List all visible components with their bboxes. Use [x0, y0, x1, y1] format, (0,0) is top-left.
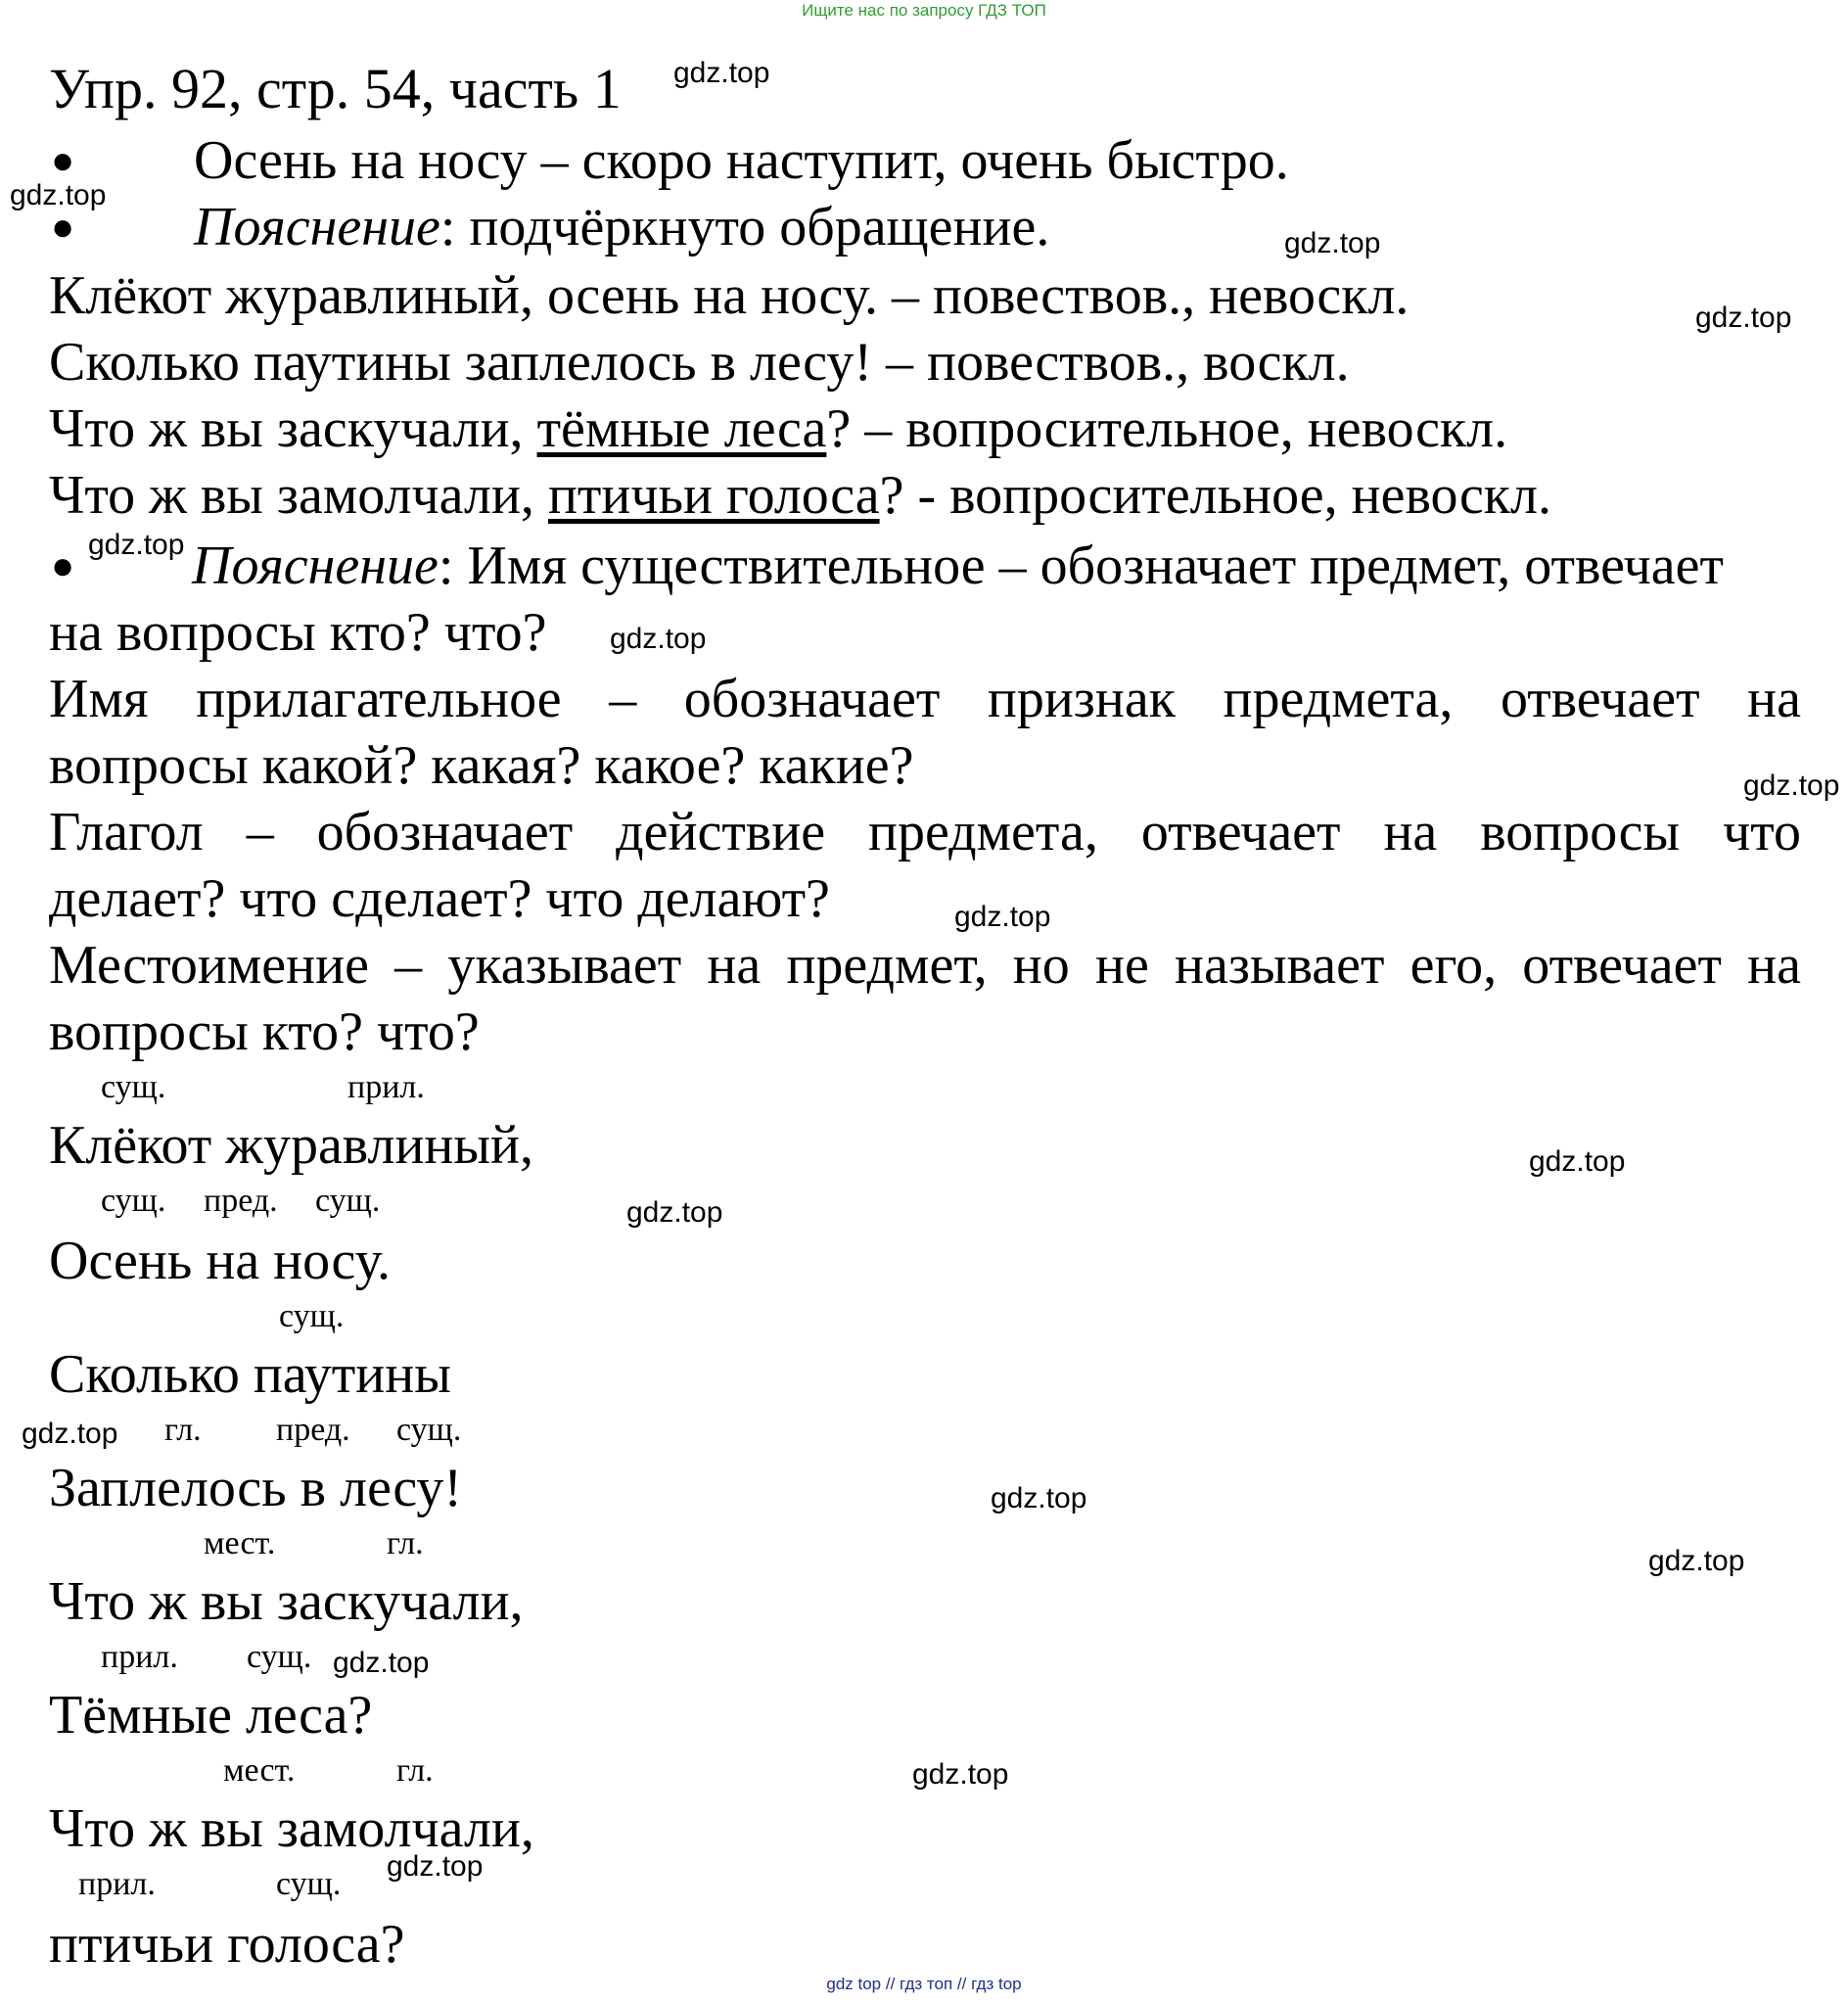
watermark: gdz.top: [991, 1482, 1087, 1514]
footer-links: [0, 1974, 1848, 1995]
sentence-line: Сколько паутины заплелось в лесу! – повествов., воскл.: [49, 332, 1350, 393]
explanation-line: [194, 196, 1049, 258]
pos-tag: пред.: [276, 1412, 350, 1448]
bullet-marker: ●: [51, 138, 75, 182]
explanation-line: Местоимение – указывает на предмет, но не называет его, отвечает на: [49, 935, 1801, 996]
parsed-line: Что ж вы заскучали,: [49, 1571, 524, 1632]
parsed-line: Заплелось в лесу!: [49, 1458, 463, 1518]
footer-separator: //: [885, 1975, 896, 1993]
sentence-part: Что ж вы заскучали,: [49, 398, 537, 459]
pos-tag: сущ.: [315, 1183, 381, 1219]
explanation-line: Глагол – обозначает действие предмета, отвечает на вопросы что: [49, 802, 1801, 862]
explanation-line: на вопросы кто? что?: [49, 602, 547, 663]
underlined-address: тёмные леса: [536, 398, 827, 459]
pos-tag: прил.: [101, 1639, 178, 1675]
sentence-part: ? – вопросительное, невоскл.: [826, 398, 1508, 459]
watermark: gdz.top: [1695, 302, 1792, 334]
footer-link[interactable]: гдз top: [971, 1975, 1022, 1993]
header-search-link[interactable]: Ищите нас по запросу ГДЗ ТОП: [802, 1, 1046, 20]
watermark: gdz.top: [88, 529, 185, 561]
watermark: gdz.top: [22, 1418, 118, 1450]
explanation-label: Пояснение: [194, 197, 440, 257]
watermark: gdz.top: [333, 1647, 430, 1679]
pos-tag: прил.: [78, 1866, 156, 1902]
pos-tag: сущ.: [396, 1412, 462, 1448]
pos-tag: мест.: [204, 1525, 276, 1561]
watermark: gdz.top: [610, 623, 707, 655]
parsed-line: Тёмные леса?: [49, 1685, 373, 1746]
watermark: gdz.top: [10, 179, 107, 211]
footer-separator: //: [956, 1975, 967, 1993]
watermark: gdz.top: [912, 1758, 1009, 1791]
pos-tag: гл.: [387, 1525, 424, 1561]
explanation-line: Имя прилагательное – обозначает признак предмета, отвечает на: [49, 669, 1801, 729]
parsed-line: птичьи голоса?: [49, 1914, 405, 1975]
pos-tag: гл.: [396, 1752, 434, 1789]
watermark: gdz.top: [1648, 1545, 1745, 1577]
pos-tag: гл.: [164, 1412, 202, 1448]
underlined-address: птичьи голоса: [547, 465, 880, 526]
explanation-line: вопросы кто? что?: [49, 1001, 480, 1062]
parsed-line: Клёкот журавлиный,: [49, 1115, 533, 1176]
sentence-line: [49, 464, 1551, 527]
watermark: gdz.top: [1529, 1145, 1626, 1178]
pos-tag: пред.: [204, 1183, 278, 1219]
bullet-marker: ●: [51, 543, 75, 587]
bullet-marker: ●: [51, 205, 75, 249]
pos-tag: сущ.: [101, 1069, 166, 1105]
explanation-text: : Имя существительное – обозначает предмет, отвечает: [438, 535, 1724, 596]
explanation-line: вопросы какой? какая? какое? какие?: [49, 735, 914, 796]
parsed-line: Что ж вы замолчали,: [49, 1798, 534, 1859]
watermark: gdz.top: [954, 901, 1051, 933]
sentence-part: Что ж вы замолчали,: [49, 465, 548, 526]
watermark: gdz.top: [626, 1196, 723, 1229]
sentence-line: [49, 397, 1507, 460]
pos-tag: сущ.: [247, 1639, 312, 1675]
parsed-line: Сколько паутины: [49, 1344, 451, 1405]
watermark: gdz.top: [1743, 769, 1840, 802]
pos-tag: прил.: [347, 1069, 425, 1105]
watermark: gdz.top: [387, 1850, 484, 1883]
footer-link[interactable]: гдз топ: [900, 1975, 953, 1993]
sentence-part: ? - вопросительное, невоскл.: [879, 465, 1551, 526]
explanation-line: [192, 535, 1724, 597]
pos-tag: сущ.: [276, 1866, 342, 1902]
explanation-text: : подчёркнуто обращение.: [439, 197, 1050, 257]
page-title: Упр. 92, стр. 54, часть 1: [49, 57, 622, 120]
explanation-line: делает? что сделает? что делают?: [49, 868, 830, 929]
watermark: gdz.top: [673, 57, 770, 89]
pos-tag: мест.: [223, 1752, 296, 1789]
pos-tag: сущ.: [279, 1298, 345, 1334]
explanation-label: Пояснение: [192, 535, 439, 596]
pos-tag: сущ.: [101, 1183, 166, 1219]
sentence-line: Клёкот журавлиный, осень на носу. – повествов., невоскл.: [49, 265, 1409, 326]
parsed-line: Осень на носу.: [49, 1231, 392, 1291]
watermark: gdz.top: [1284, 227, 1381, 259]
answer-line: Осень на носу – скоро наступит, очень быстро.: [194, 130, 1289, 191]
footer-link[interactable]: gdz top: [826, 1975, 882, 1993]
